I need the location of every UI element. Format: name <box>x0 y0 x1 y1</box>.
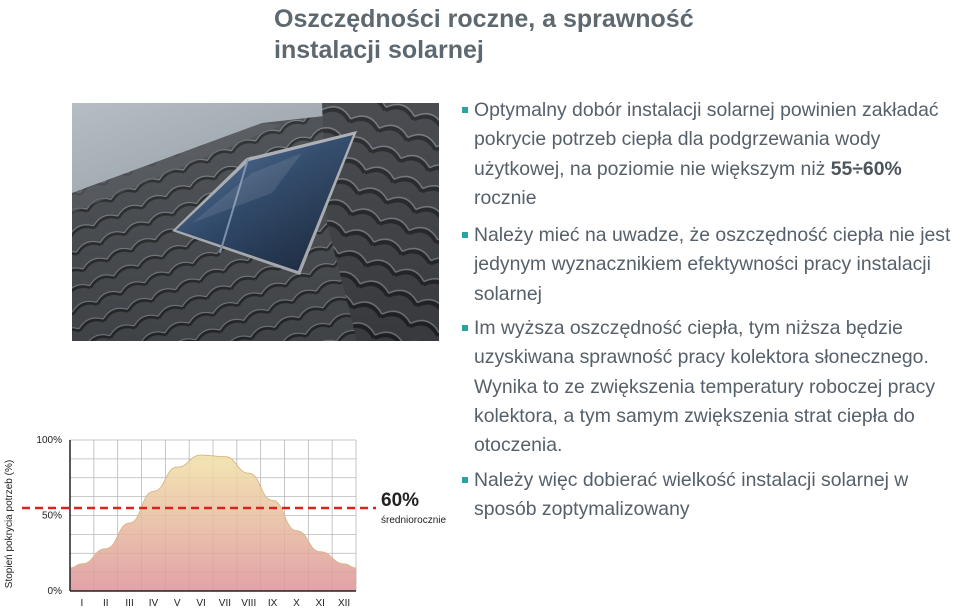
y-tick-label: 0% <box>47 586 62 597</box>
bullet-text: Należy mieć na uwadze, że oszczędność ciepła nie jest jedynym wyznacznikiem efektywności pracy instalacji solarnej <box>474 224 951 305</box>
bullet-text-end: rocznie <box>474 186 537 209</box>
x-tick-label: XII <box>337 598 351 609</box>
solar-panel-illustration <box>72 103 439 341</box>
bullet-item <box>462 221 960 309</box>
title-line-2: instalacji solarnej <box>274 36 484 64</box>
x-tick-label: V <box>173 598 181 609</box>
bullet-marker <box>462 232 468 238</box>
bullet-marker <box>462 325 468 331</box>
x-tick-label: I <box>80 598 84 609</box>
x-tick-label: VII <box>218 598 232 609</box>
title-line-1: Oszczędności roczne, a sprawność <box>274 5 694 33</box>
x-tick-label: IV <box>148 598 159 609</box>
y-axis-label: Stopień pokrycia potrzeb (%) <box>4 459 15 589</box>
bullet-text: Im wyższa oszczędność ciepła, tym niższa będzie uzyskiwana sprawność pracy kolektora słonecznego. Wynika to ze zwiększenia temperatury roboczej pracy kolektora, a tym samym zwiększenia strat ciepła do otoczenia. <box>474 317 936 457</box>
y-tick-label: 50% <box>41 510 62 522</box>
x-tick-label: II <box>102 598 109 609</box>
bullet-item <box>462 466 960 525</box>
bullet-marker <box>462 107 468 113</box>
y-tick-label: 100% <box>36 435 62 446</box>
average-value-label: 60% <box>381 490 420 511</box>
x-tick-label: III <box>125 598 134 609</box>
solar-panel-photo <box>72 103 439 341</box>
bullet-text: Należy więc dobierać wielkość instalacji solarnej w sposób zoptymalizowany <box>474 468 909 520</box>
coverage-area <box>70 455 356 591</box>
bullet-item <box>462 314 960 460</box>
bullet-item <box>462 96 960 213</box>
x-tick-label: IX <box>267 598 278 609</box>
slide-title <box>274 4 794 66</box>
bullet-text: Optymalny dobór instalacji solarnej powinien zakładać pokrycie potrzeb ciepła dla podgrzewania wody użytkowej, na poziomie nie większym niż <box>474 99 939 180</box>
x-tick-label: VI <box>196 598 206 609</box>
average-sublabel: średniorocznie <box>381 515 447 526</box>
x-tick-label: XI <box>315 598 325 609</box>
bullet-list <box>462 96 960 529</box>
coverage-chart <box>0 430 470 613</box>
x-tick-label: X <box>293 598 300 609</box>
x-tick-label: VIII <box>241 598 257 609</box>
bullet-highlight: 55÷60% <box>830 157 902 180</box>
